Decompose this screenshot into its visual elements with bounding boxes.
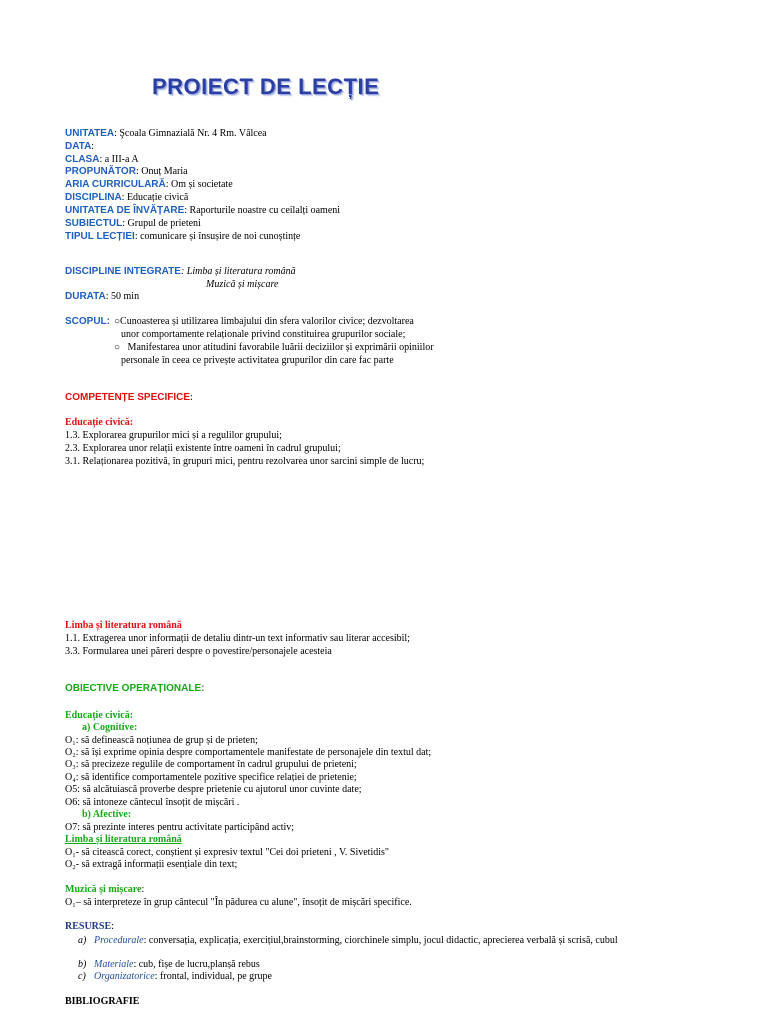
durata-line <box>65 291 139 303</box>
bullet-icon: ○ <box>114 316 121 327</box>
discipline-value-2: Muzică și mișcare <box>206 279 279 290</box>
clasa-label: CLASA <box>65 154 100 165</box>
competente-heading <box>65 392 193 404</box>
unitatea-inv-value: : Raporturile noastre cu ceilalți oameni <box>184 205 341 216</box>
scopul-text-1: Cunoasterea și utilizarea limbajului din sfera valorilor civice; dezvoltarea <box>120 316 414 327</box>
propunator-label: PROPUNĂTOR <box>65 166 136 177</box>
obiective-muz-colon: : <box>141 884 145 895</box>
subiectul-value: : Grupul de prieteni <box>122 218 201 229</box>
competente-edu-item: 2.3. Explorarea unor relații existente între oameni în cadrul grupului; <box>65 443 341 454</box>
propunator-value: : Onuț Maria <box>135 166 188 177</box>
obiective-muz-item: O₁– să interpreteze în grup cântecul "În pădurea cu alune", însoțit de mișcări specifice. <box>65 897 412 908</box>
aria-label: ARIA CURRICULARĂ <box>65 179 166 190</box>
obiective-edu-title: Educație civică: <box>65 710 134 721</box>
subiectul-label: SUBIECTUL <box>65 218 123 229</box>
resurse-letter: c) <box>78 971 86 982</box>
competente-edu-title: Educație civică: <box>65 417 134 428</box>
scopul-line-1 <box>114 316 414 328</box>
unitatea-inv-label: UNITATEA DE ÎNVĂȚARE <box>65 205 185 216</box>
obiective-cog-item: O₂: să își exprime opinia despre comportamentele manifestate de personajele din textul dat; <box>65 747 432 758</box>
resurse-item <box>78 971 272 983</box>
resurse-heading-line <box>65 921 114 933</box>
subiectul-line <box>65 218 201 230</box>
resurse-item <box>78 959 260 971</box>
disciplina-label: DISCIPLINA <box>65 192 122 203</box>
resurse-letter: a) <box>78 935 87 946</box>
discipline-line-1 <box>65 266 296 278</box>
resurse-label: Procedurale <box>94 935 144 946</box>
unitatea-line <box>65 128 267 140</box>
durata-label: DURATA <box>65 291 106 302</box>
bullet-icon: ○ <box>114 342 128 353</box>
obiective-cog-item: O6: să intoneze cântecul însoțit de mișcări . <box>65 797 240 808</box>
discipline-value-1: : Limba și literatura română <box>180 266 296 277</box>
tipul-line <box>65 231 300 243</box>
resurse-letter: b) <box>78 959 87 970</box>
resurse-item <box>78 935 618 947</box>
unitatea-inv-line <box>65 205 340 217</box>
data-value: : <box>91 141 95 152</box>
tipul-value: : comunicare și însușire de noi cunoștințe <box>134 231 301 242</box>
obiective-lrom-title: Limba și literatura română <box>65 834 182 845</box>
obiective-lrom-item: O₁- să citească corect, conștient și expresiv textul "Cei doi prieteni , V. Sivetidis" <box>65 847 389 858</box>
unitatea-value: : Şcoala Gimnazială Nr. 4 Rm. Vâlcea <box>114 128 267 139</box>
resurse-label: Organizatorice <box>94 971 155 982</box>
bibliografie-heading: BIBLIOGRAFIE <box>65 996 140 1007</box>
obiective-af-title: b) Afective: <box>82 809 132 820</box>
obiective-cog-item: O₃: să precizeze regulile de comportament în cadrul grupului de prieteni; <box>65 759 357 770</box>
clasa-line <box>65 154 139 166</box>
obiective-cog-item: O₁: să definească noțiunea de grup și de prieten; <box>65 735 258 746</box>
durata-value: : 50 min <box>105 291 140 302</box>
resurse-value: : frontal, individual, pe grupe <box>154 971 272 982</box>
aria-value: : Om și societate <box>165 179 233 190</box>
competente-lrom-title: Limba și literatura română <box>65 620 182 631</box>
scopul-text-3: Manifestarea unor atitudini favorabile luării deciziilor și exprimării opiniilor <box>127 342 434 353</box>
competente-heading-text: COMPETENȚE SPECIFICE <box>65 392 191 403</box>
document-title: PROIECT DE LECȚIE <box>152 74 380 99</box>
data-line <box>65 141 94 153</box>
scopul-text-4: personale în ceea ce privește activitatea grupurilor din care fac parte <box>121 355 394 366</box>
disciplina-line <box>65 192 188 204</box>
data-label: DATA <box>65 141 92 152</box>
obiective-cog-item: O₄: să identifice comportamentele pozitive specifice relației de prietenie; <box>65 772 357 783</box>
scopul-label: SCOPUL: <box>65 316 110 327</box>
clasa-value: : a III-a A <box>99 154 139 165</box>
scopul-line-3 <box>114 342 434 354</box>
discipline-label: DISCIPLINE INTEGRATE <box>65 266 181 277</box>
competente-colon: : <box>190 392 193 403</box>
competente-lrom-item: 3.3. Formularea unei păreri despre o povestire/personajele acesteia <box>65 646 332 657</box>
propunator-line <box>65 166 188 178</box>
resurse-heading: RESURSE <box>65 921 112 932</box>
tipul-label: TIPUL LECȚIEI <box>65 231 135 242</box>
aria-line <box>65 179 233 191</box>
resurse-value: : cub, fișe de lucru,planșă rebus <box>133 959 260 970</box>
competente-edu-item: 1.3. Explorarea grupurilor mici și a regulilor grupului; <box>65 430 282 441</box>
obiective-muz-title-line <box>65 884 144 896</box>
obiective-af-item: O7: să prezinte interes pentru activitate participând activ; <box>65 822 295 833</box>
resurse-label: Materiale <box>94 959 134 970</box>
disciplina-value: : Educație civică <box>121 192 189 203</box>
scopul-text-2: unor comportamente relaționale privind constituirea grupurilor sociale; <box>121 329 406 340</box>
obiective-heading: OBIECTIVE OPERAȚIONALE: <box>65 683 205 694</box>
resurse-value: : conversația, explicația, exercițiul,brainstorming, ciorchinele simplu, jocul didactic, aprecierea verbală și scrisă, cubul <box>143 935 618 946</box>
obiective-lrom-item: O₂- să extragă informații esențiale din text; <box>65 859 238 870</box>
unitatea-label: UNITATEA <box>65 128 115 139</box>
resurse-colon: : <box>111 921 114 932</box>
competente-edu-item: 3.1. Relaționarea pozitivă, în grupuri mici, pentru rezolvarea unor sarcini simple de lucru; <box>65 456 425 467</box>
obiective-cog-item: O5: să alcătuiască proverbe despre prietenie cu ajutorul unor cuvinte date; <box>65 784 362 795</box>
obiective-cog-title: a) Cognitive: <box>82 722 138 733</box>
competente-lrom-item: 1.1. Extragerea unor informații de detaliu dintr-un text informativ sau literar accesibil; <box>65 633 410 644</box>
obiective-muz-title: Muzică și mișcare <box>65 884 142 895</box>
